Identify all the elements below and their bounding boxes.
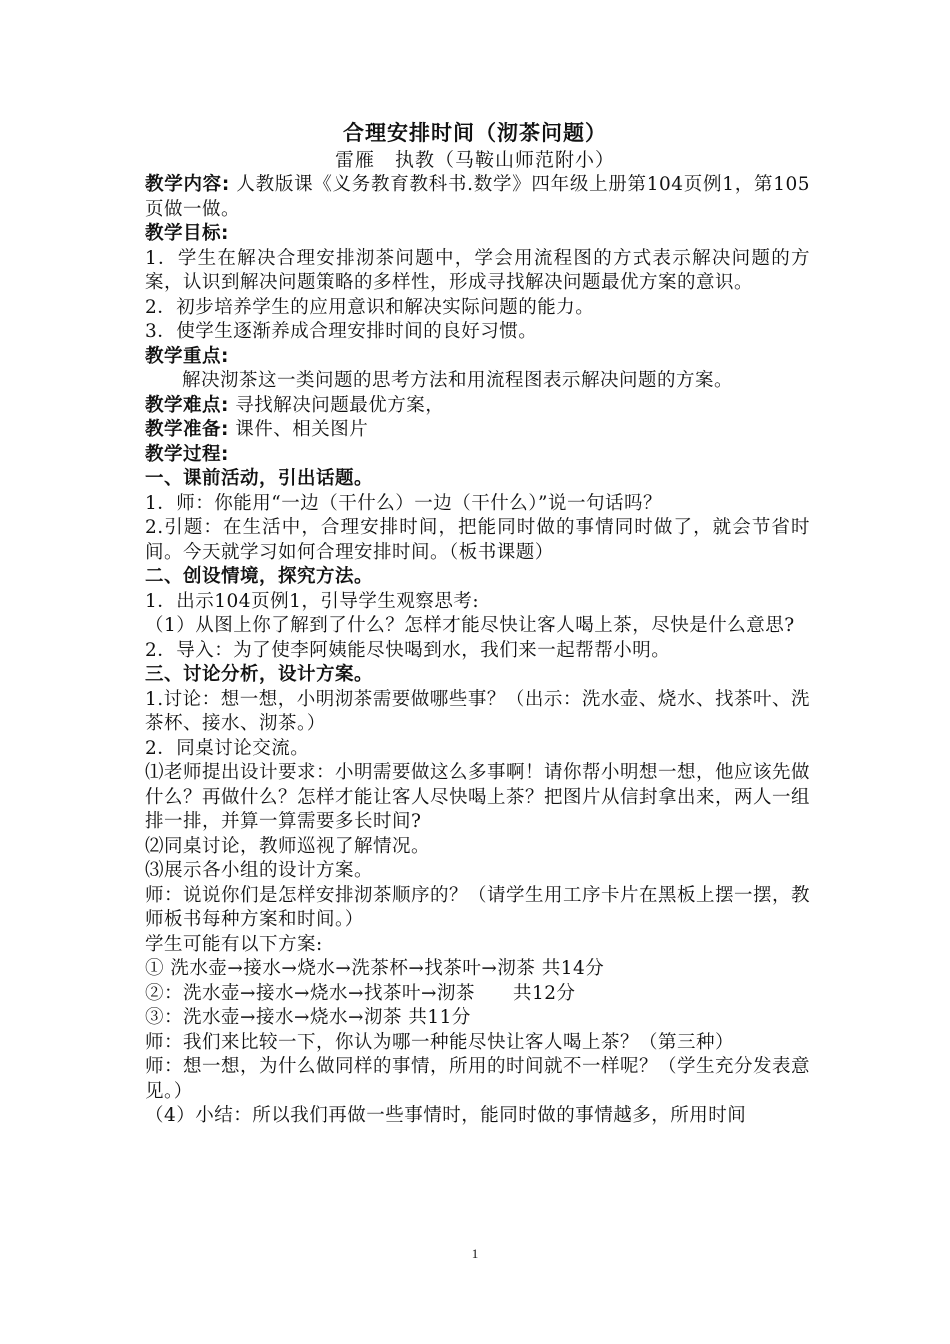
s2-line-2: （1）从图上你了解到了什么？怎样才能尽快让客人喝上茶，尽快是什么意思? [145,615,795,636]
difficulty-text: 寻找解决问题最优方案， [228,394,445,416]
s3-line-4: ⑵同桌讨论，教师巡视了解情况。 [145,835,431,857]
content-label: 教学内容: [145,174,230,195]
s3-line-5: ⑶展示各小组的设计方案。 [145,860,374,881]
s3-line-1: 1.讨论：想一想，小明沏茶需要做哪些事？（出示：洗水壶、烧水、找茶叶、洗茶杯、接水、沏茶。） [145,688,810,734]
key-heading: 教学重点: [145,345,229,367]
plan-3: ③：洗水壶→接水→烧水→沏茶 共11分 [145,1007,471,1028]
key-text: 解决沏茶这一类问题的思考方法和用流程图表示解决问题的方案。 [182,370,734,391]
difficulty-label: 教学难点: [145,394,229,416]
goals-heading: 教学目标: [145,223,229,244]
s3-line-10: （4）小结：所以我们再做一些事情时，能同时做的事情越多，所用时间 [145,1105,747,1126]
section-1-heading: 一、课前活动，引出话题。 [145,468,374,489]
s3-line-7: 学生可能有以下方案: [145,933,323,955]
s1-line-2: 2.引题：在生活中，合理安排时间，把能同时做的事情同时做了，就会节省时间。今天就学习如何合理安排时间。（板书课题） [145,517,810,563]
plan-2: ②：洗水壶→接水→烧水→找茶叶→沏茶 共12分 [145,982,576,1004]
prep-label: 教学准备: [145,419,229,440]
s3-line-3: ⑴老师提出设计要求：小明需要做这么多事啊！请你帮小明想一想，他应该先做什么？再做什么？怎样才能让客人尽快喝上茶？把图片从信封拿出来，两人一组排一排，并算一算需要多长时间? [145,762,811,832]
author-line: 雷雁 执教（马鞍山师范附小） [334,149,615,171]
s2-line-1: 1．出示104页例1，引导学生观察思考: [145,590,480,612]
section-2-heading: 二、创设情境，探究方法。 [145,566,374,587]
goal-1: 1．学生在解决合理安排沏茶问题中，学会用流程图的方式表示解决问题的方案，认识到解决问题策略的多样性，形成寻找解决问题最优方案的意识。 [145,247,810,293]
section-3-heading: 三、讨论分析，设计方案。 [145,664,374,685]
goal-3: 3．使学生逐渐养成合理安排时间的良好习惯。 [145,321,538,342]
s1-line-1: 1．师：你能用“一边（干什么）一边（干什么）”说一句话吗？ [145,492,662,514]
difficulty-paragraph [145,394,810,419]
lesson-body [145,173,810,1129]
prep-text: 课件、相关图片 [228,419,369,440]
prep-paragraph [145,418,810,443]
s2-line-3: 2．导入：为了使李阿姨能尽快喝到水，我们来一起帮帮小明。 [145,639,671,661]
content-text: 人教版课《义务教育教科书.数学》四年级上册第104页例1，第105页做一做。 [145,174,811,220]
s3-line-9: 师：想一想，为什么做同样的事情，所用的时间就不一样呢？（学生充分发表意见。） [145,1056,811,1102]
page-title: 合理安排时间（沏茶问题） [343,121,607,145]
content-paragraph [145,173,810,222]
goal-2: 2．初步培养学生的应用意识和解决实际问题的能力。 [145,296,595,318]
s3-line-2: 2．同桌讨论交流。 [145,737,310,759]
s3-line-8: 师：我们来比较一下，你认为哪一种能尽快让客人喝上茶？（第三种） [145,1031,735,1053]
s3-line-6: 师：说说你们是怎样安排沏茶顺序的？（请学生用工序卡片在黑板上摆一摆，教师板书每种方案和时间。） [145,884,811,930]
page-number: 1 [471,1246,479,1261]
plan-1: ① 洗水壶→接水→烧水→洗茶杯→找茶叶→沏茶 共14分 [145,958,605,979]
process-heading: 教学过程: [145,443,229,465]
